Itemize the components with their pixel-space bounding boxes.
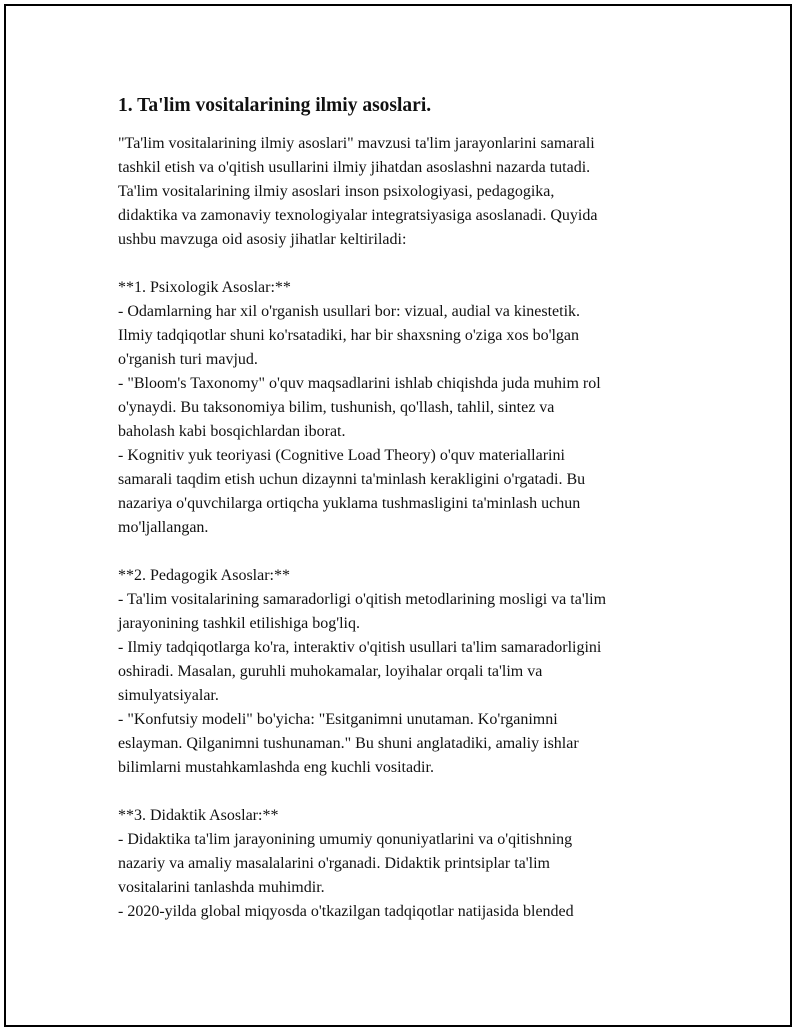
text-line: jarayonining tashkil etilishiga bog'liq. [118, 615, 360, 632]
text-line: - Ilmiy tadqiqotlarga ko'ra, interaktiv o'qitish usullari ta'lim samaradorligini [118, 639, 602, 656]
text-line: - Odamlarning har xil o'rganish usullari bor: vizual, audial va kinestetik. [118, 303, 581, 320]
text-line: "Ta'lim vositalarining ilmiy asoslari" mavzusi ta'lim jarayonlarini samarali [118, 135, 595, 152]
text-line: - Ta'lim vositalarining samaradorligi o'qitish metodlarining mosligi va ta'lim [118, 591, 607, 608]
blank-line [118, 540, 698, 564]
text-line: Ilmiy tadqiqotlar shuni ko'rsatadiki, har bir shaxsning o'ziga xos bo'lgan [118, 327, 580, 344]
text-line: mo'ljallangan. [118, 519, 209, 536]
text-line: - 2020-yilda global miqyosda o'tkazilgan tadqiqotlar natijasida blended [118, 903, 574, 920]
text-line: simulyatsiyalar. [118, 687, 219, 704]
text-line: nazariya o'quvchilarga ortiqcha yuklama tushmasligini ta'minlash uchun [118, 495, 581, 512]
text-line: eslayman. Qilganimni tushunaman." Bu shuni anglatadiki, amaliy ishlar [118, 735, 579, 752]
text-line: samarali taqdim etish uchun dizaynni ta'minlash kerakligini o'rgatadi. Bu [118, 471, 586, 488]
text-line: **1. Psixologik Asoslar:** [118, 279, 291, 296]
text-line: bilimlarni mustahkamlashda eng kuchli vositadir. [118, 759, 434, 776]
document-text [118, 132, 698, 924]
blank-line [118, 252, 698, 276]
text-line: o'ynaydi. Bu taksonomiya bilim, tushunish, qo'llash, tahlil, sintez va [118, 399, 555, 416]
text-line: baholash kabi bosqichlardan iborat. [118, 423, 346, 440]
blank-line [118, 780, 698, 804]
document-body [118, 92, 698, 924]
text-line: oshiradi. Masalan, guruhli muhokamalar, loyihalar orqali ta'lim va [118, 663, 543, 680]
text-line: **2. Pedagogik Asoslar:** [118, 567, 290, 584]
text-line: vositalarini tanlashda muhimdir. [118, 879, 325, 896]
text-line: **3. Didaktik Asoslar:** [118, 807, 279, 824]
text-line: o'rganish turi mavjud. [118, 351, 258, 368]
text-line: nazariy va amaliy masalalarini o'rganadi. Didaktik printsiplar ta'lim [118, 855, 550, 872]
text-line: - Didaktika ta'lim jarayonining umumiy qonuniyatlarini va o'qitishning [118, 831, 573, 848]
text-line: - Kognitiv yuk teoriyasi (Cognitive Load Theory) o'quv materiallarini [118, 447, 565, 464]
text-line: - "Bloom's Taxonomy" o'quv maqsadlarini ishlab chiqishda juda muhim rol [118, 375, 601, 392]
text-line: - "Konfutsiy modeli" bo'yicha: "Esitganimni unutaman. Ko'rganimni [118, 711, 558, 728]
text-line: tashkil etish va o'qitish usullarini ilmiy jihatdan asoslashni nazarda tutadi. [118, 159, 591, 176]
text-line: didaktika va zamonaviy texnologiyalar integratsiyasiga asoslanadi. Quyida [118, 207, 598, 224]
text-line: Ta'lim vositalarining ilmiy asoslari inson psixologiyasi, pedagogika, [118, 183, 555, 200]
text-line: ushbu mavzuga oid asosiy jihatlar keltiriladi: [118, 231, 407, 248]
document-title: 1. Ta'lim vositalarining ilmiy asoslari. [118, 95, 432, 116]
